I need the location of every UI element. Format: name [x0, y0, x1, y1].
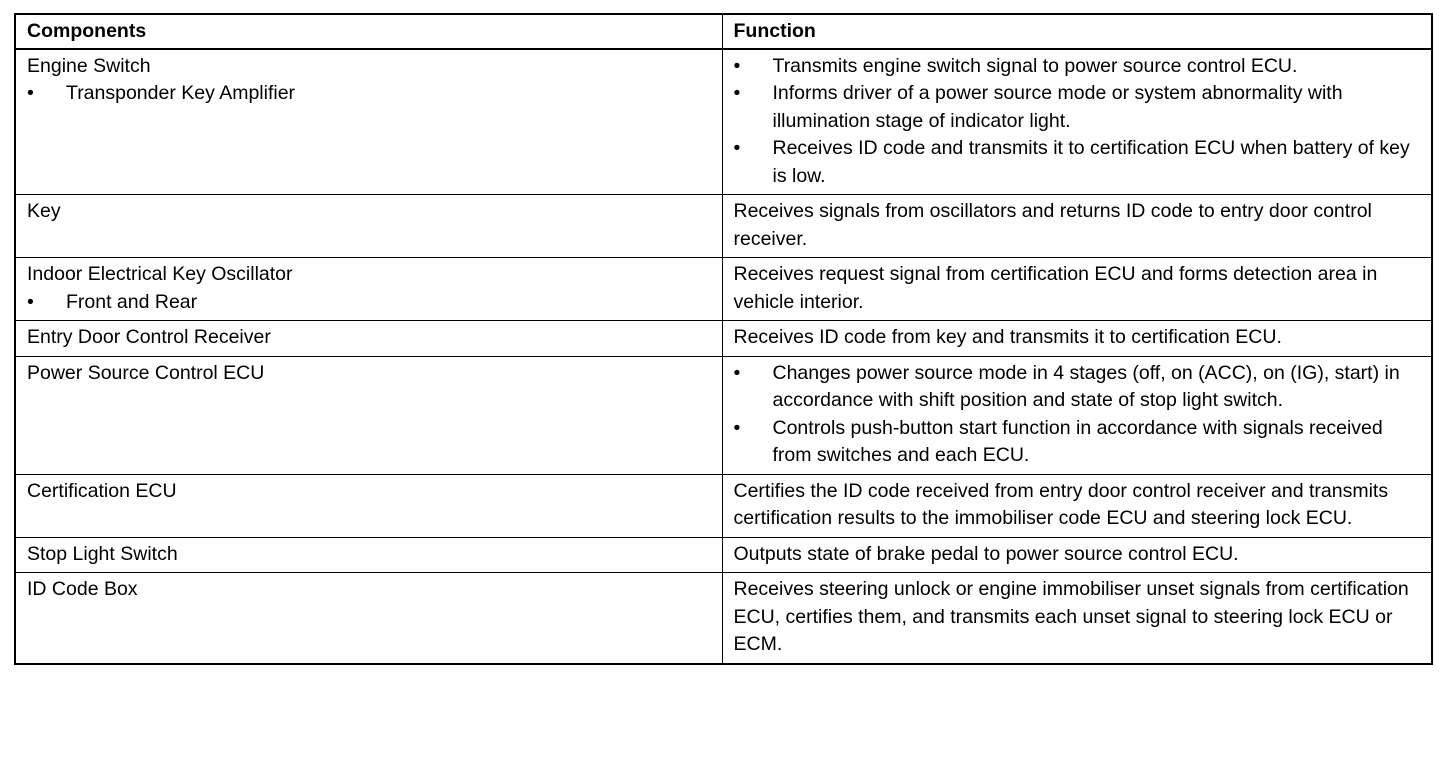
function-cell: [722, 356, 1432, 474]
component-name: Key: [27, 200, 61, 222]
function-cell: [722, 573, 1432, 664]
component-sub-list: [27, 80, 712, 108]
function-text: Informs driver of a power source mode or system abnormality with illumination stage of indicator light.: [772, 82, 1343, 132]
function-text: Certifies the ID code received from entry door control receiver and transmits certification results to the immobiliser code ECU and steering lock ECU.: [733, 479, 1389, 529]
component-cell: [15, 474, 722, 537]
components-function-table: [14, 13, 1433, 665]
bullet-icon: •: [733, 54, 741, 77]
component-name: Engine Switch: [27, 54, 151, 77]
function-text: Changes power source mode in 4 stages (off, on (ACC), on (IG), start) in accordance with shift position and state of stop light switch.: [772, 361, 1400, 411]
table-row: [15, 195, 1432, 258]
table-row: [15, 258, 1432, 321]
component-cell: [15, 573, 722, 664]
component-name: Indoor Electrical Key Oscillator: [27, 263, 293, 285]
list-item: [27, 289, 712, 317]
function-cell: [722, 537, 1432, 573]
bullet-icon: •: [733, 416, 741, 439]
list-item: [734, 80, 1422, 135]
function-text: Receives ID code from key and transmits it to certification ECU.: [733, 326, 1282, 348]
table-row: [15, 49, 1432, 195]
component-sub-name: Transponder Key Amplifier: [66, 82, 296, 104]
table-row: [15, 321, 1432, 357]
bullet-icon: •: [733, 361, 741, 384]
component-sub-list: [27, 289, 712, 317]
bullet-icon: •: [27, 82, 34, 104]
function-text: Transmits engine switch signal to power source control ECU.: [772, 54, 1298, 77]
bullet-icon: •: [27, 290, 34, 313]
bullet-icon: •: [733, 137, 741, 159]
function-cell: [722, 474, 1432, 537]
function-cell: [722, 195, 1432, 258]
function-text: Receives ID code and transmits it to certification ECU when battery of key is low.: [772, 137, 1410, 187]
function-text: Controls push-button start function in accordance with signals received from switches and each ECU.: [772, 416, 1383, 466]
component-cell: [15, 321, 722, 357]
component-name: Stop Light Switch: [27, 542, 178, 565]
component-sub-name: Front and Rear: [66, 290, 198, 313]
function-cell: [722, 49, 1432, 195]
list-item: [734, 53, 1422, 81]
function-cell: [722, 321, 1432, 357]
function-bullet-list: [734, 53, 1422, 191]
table-header-row: [15, 14, 1432, 49]
component-name: ID Code Box: [27, 578, 138, 600]
header-function: Function: [722, 14, 1432, 49]
table-row: [15, 573, 1432, 664]
list-item: [734, 415, 1422, 470]
component-cell: [15, 195, 722, 258]
bullet-icon: •: [733, 82, 741, 104]
function-text: Outputs state of brake pedal to power source control ECU.: [733, 542, 1239, 565]
component-name: Power Source Control ECU: [27, 361, 265, 384]
list-item: [734, 360, 1422, 415]
function-cell: [722, 258, 1432, 321]
component-cell: [15, 49, 722, 195]
component-cell: [15, 258, 722, 321]
component-cell: [15, 537, 722, 573]
function-text: Receives request signal from certification ECU and forms detection area in vehicle interior.: [733, 263, 1378, 313]
list-item: [734, 135, 1422, 190]
list-item: [27, 80, 712, 108]
component-name: Entry Door Control Receiver: [27, 326, 271, 348]
function-text: Receives signals from oscillators and returns ID code to entry door control receiver.: [733, 200, 1372, 250]
table-row: [15, 356, 1432, 474]
function-bullet-list: [734, 360, 1422, 470]
component-cell: [15, 356, 722, 474]
function-text: Receives steering unlock or engine immobiliser unset signals from certification ECU, certifies them, and transmits each unset signal to steering lock ECU or ECM.: [733, 578, 1409, 655]
table-row: [15, 474, 1432, 537]
header-components: Components: [15, 14, 722, 49]
table-row: [15, 537, 1432, 573]
component-name: Certification ECU: [27, 479, 177, 502]
